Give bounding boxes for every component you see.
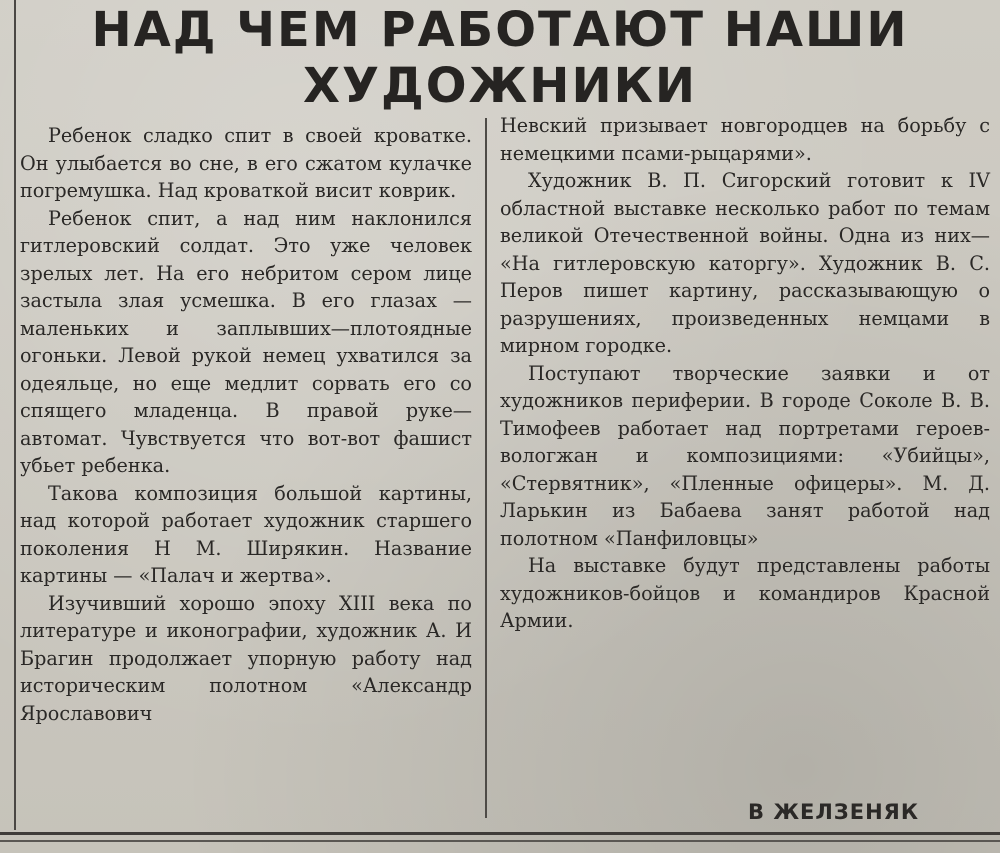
page-border-rule xyxy=(14,0,16,830)
paragraph: Изучивший хорошо эпоху XIII века по литературе и иконографии, художник А. И Брагин продолжает упорную работу над историческим полотном «Александр Ярославович xyxy=(20,591,472,725)
paragraph: Невский призывает новгородцев на борьбу с немецкими псами-рыцарями». xyxy=(500,114,990,165)
right-column xyxy=(500,112,990,635)
left-column xyxy=(20,122,472,727)
bottom-rule-secondary xyxy=(0,840,1000,842)
column-divider xyxy=(485,118,487,818)
bottom-rule xyxy=(0,832,1000,835)
article-headline: НАД ЧЕМ РАБОТАЮТ НАШИ ХУДОЖНИКИ xyxy=(91,2,909,114)
paragraph: Художник В. П. Сигорский готовит к IV областной выставке несколько работ по темам великой Отечественной войны. Одна из них— «На гитлеровскую каторгу». Художник В. С. Перов пишет картину, рассказывающую о разрушениях, произведенных немцами в мирном городке. xyxy=(500,169,990,357)
paragraph: Ребенок спит, а над ним наклонился гитлеровский солдат. Это уже человек зрелых лет. На его небритом сером лице застыла злая усмешка. В его глазах — маленьких и заплывших—плотоядные огоньки. Левой рукой немец ухватился за одеяльце, но еще медлит сорвать его со спящего младенца. В правой руке—автомат. Чувствуется что вот-вот фашист убьет ребенка. xyxy=(20,206,472,477)
author-signature: В ЖЕЛЗЕНЯК xyxy=(748,800,919,824)
paragraph: Ребенок сладко спит в своей кроватке. Он улыбается во сне, в его сжатом кулачке погремушка. Над кроваткой висит коврик. xyxy=(20,124,472,202)
paragraph: Поступают творческие заявки и от художников периферии. В городе Соколе В. В. Тимофеев работает над портретами героев-вологжан и композициями: «Убийцы», «Стервятник», «Пленные офицеры». М. Д. Ларькин из Бабаева занят работой над полотном «Панфиловцы» xyxy=(500,361,990,550)
paragraph: Такова композиция большой картины, над которой работает художник старшего поколения Н М. Ширякин. Название картины — «Палач и жертва». xyxy=(20,481,472,587)
paragraph: На выставке будут представлены работы художников-бойцов и командиров Красной Армии. xyxy=(500,554,990,632)
